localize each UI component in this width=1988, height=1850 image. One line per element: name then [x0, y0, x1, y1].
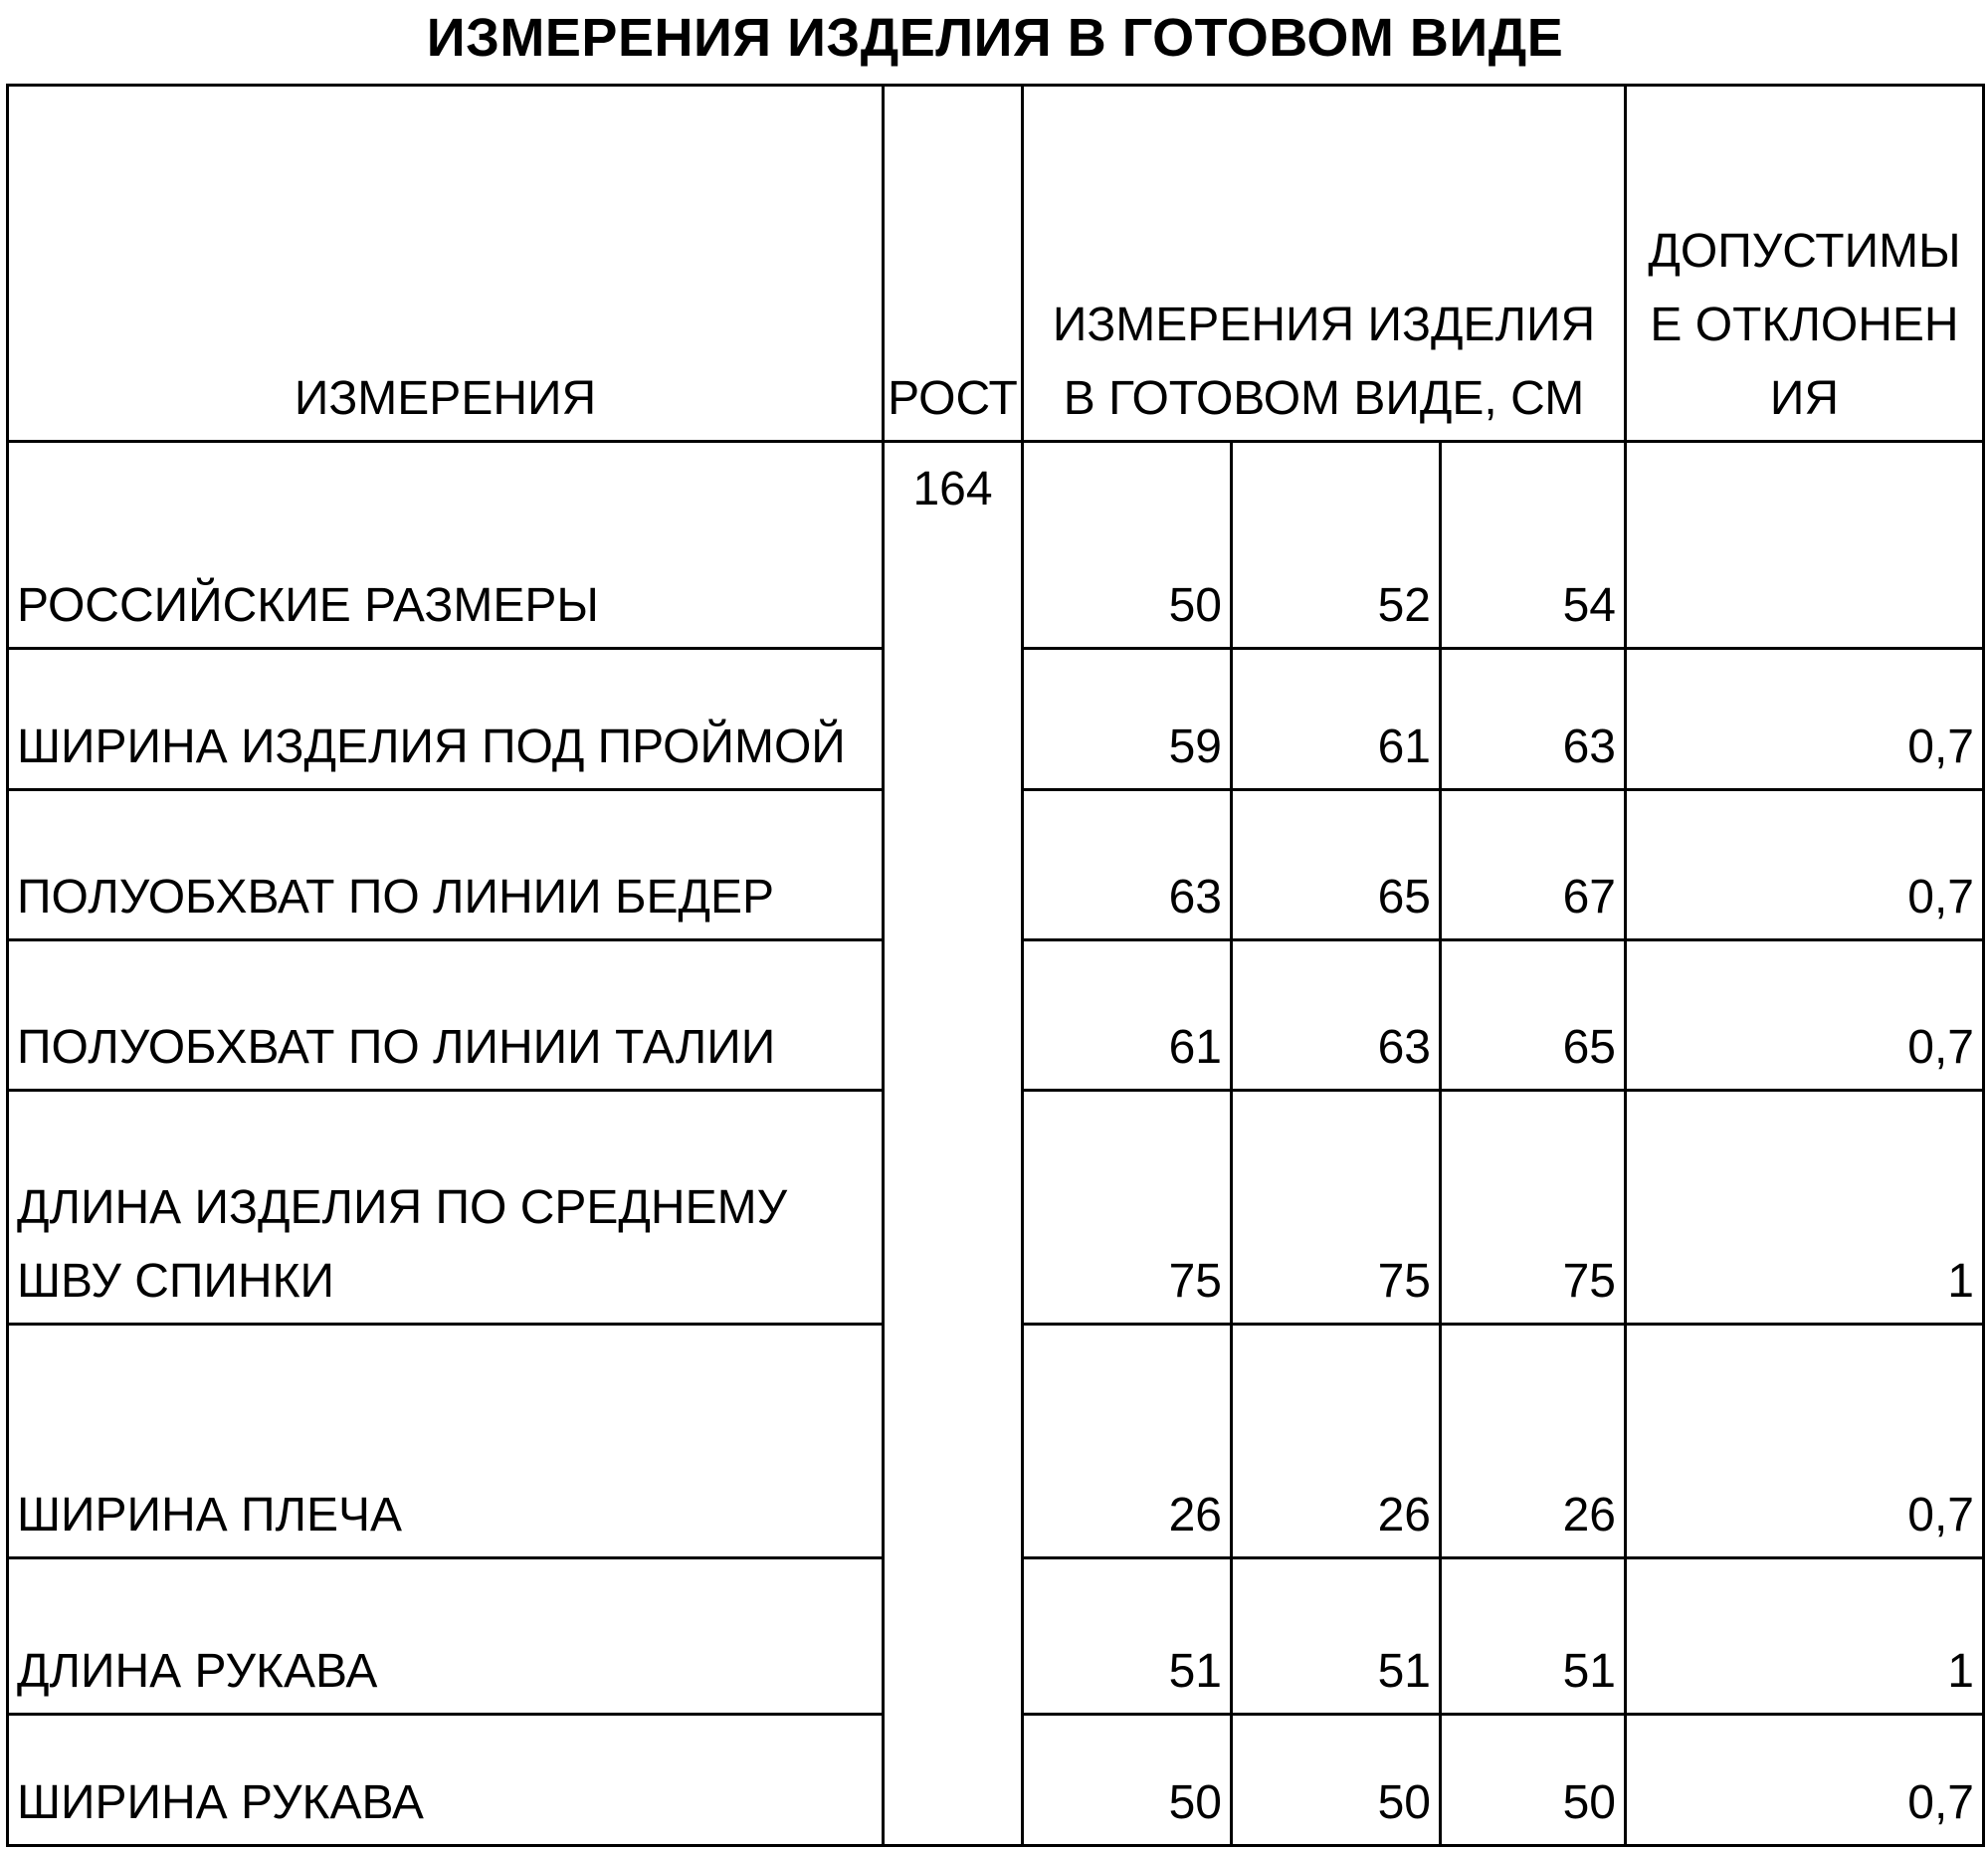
size-cell: 52: [1232, 442, 1441, 649]
size-cell: 51: [1023, 1558, 1232, 1715]
row-name: ДЛИНА РУКАВА: [8, 1558, 884, 1715]
row-name: ШИРИНА РУКАВА: [8, 1715, 884, 1846]
rost-value: 164: [884, 442, 1023, 1846]
size-cell: 50: [1023, 1715, 1232, 1846]
row-name: ШИРИНА ИЗДЕЛИЯ ПОД ПРОЙМОЙ: [8, 649, 884, 790]
tolerance-cell: 0,7: [1626, 1715, 1984, 1846]
header-row: [8, 86, 1984, 442]
measurements-table: [6, 84, 1985, 1847]
header-finished: ИЗМЕРЕНИЯ ИЗДЕЛИЯ В ГОТОВОМ ВИДЕ, СМ: [1023, 86, 1626, 442]
tolerance-cell: 0,7: [1626, 649, 1984, 790]
tolerance-cell: 0,7: [1626, 790, 1984, 940]
row-name: ПОЛУОБХВАТ ПО ЛИНИИ БЕДЕР: [8, 790, 884, 940]
size-cell: 50: [1023, 442, 1232, 649]
size-cell: 63: [1441, 649, 1626, 790]
size-cell: 26: [1232, 1325, 1441, 1558]
size-cell: 75: [1441, 1091, 1626, 1325]
size-cell: 50: [1441, 1715, 1626, 1846]
size-cell: 65: [1441, 940, 1626, 1091]
row-name: ДЛИНА ИЗДЕЛИЯ ПО СРЕДНЕМУ ШВУ СПИНКИ: [8, 1091, 884, 1325]
size-cell: 61: [1232, 649, 1441, 790]
size-cell: 26: [1441, 1325, 1626, 1558]
size-cell: 63: [1232, 940, 1441, 1091]
size-cell: 65: [1232, 790, 1441, 940]
page-title: ИЗМЕРЕНИЯ ИЗДЕЛИЯ В ГОТОВОМ ВИДЕ: [426, 8, 1564, 68]
header-rost: РОСТ: [884, 86, 1023, 442]
size-cell: 75: [1023, 1091, 1232, 1325]
table-row: [8, 442, 1984, 649]
size-cell: 75: [1232, 1091, 1441, 1325]
size-cell: 67: [1441, 790, 1626, 940]
row-name: РОССИЙСКИЕ РАЗМЕРЫ: [8, 442, 884, 649]
tolerance-cell: [1626, 442, 1984, 649]
size-cell: 59: [1023, 649, 1232, 790]
tolerance-cell: 0,7: [1626, 940, 1984, 1091]
tolerance-cell: 1: [1626, 1091, 1984, 1325]
size-cell: 61: [1023, 940, 1232, 1091]
size-cell: 63: [1023, 790, 1232, 940]
size-cell: 54: [1441, 442, 1626, 649]
row-name: ШИРИНА ПЛЕЧА: [8, 1325, 884, 1558]
row-name: ПОЛУОБХВАТ ПО ЛИНИИ ТАЛИИ: [8, 940, 884, 1091]
size-cell: 51: [1232, 1558, 1441, 1715]
header-measurements: ИЗМЕРЕНИЯ: [8, 86, 884, 442]
header-tolerance: ДОПУСТИМЫЕ ОТКЛОНЕНИЯ: [1626, 86, 1984, 442]
tolerance-cell: 0,7: [1626, 1325, 1984, 1558]
tolerance-cell: 1: [1626, 1558, 1984, 1715]
size-cell: 26: [1023, 1325, 1232, 1558]
size-cell: 50: [1232, 1715, 1441, 1846]
size-cell: 51: [1441, 1558, 1626, 1715]
